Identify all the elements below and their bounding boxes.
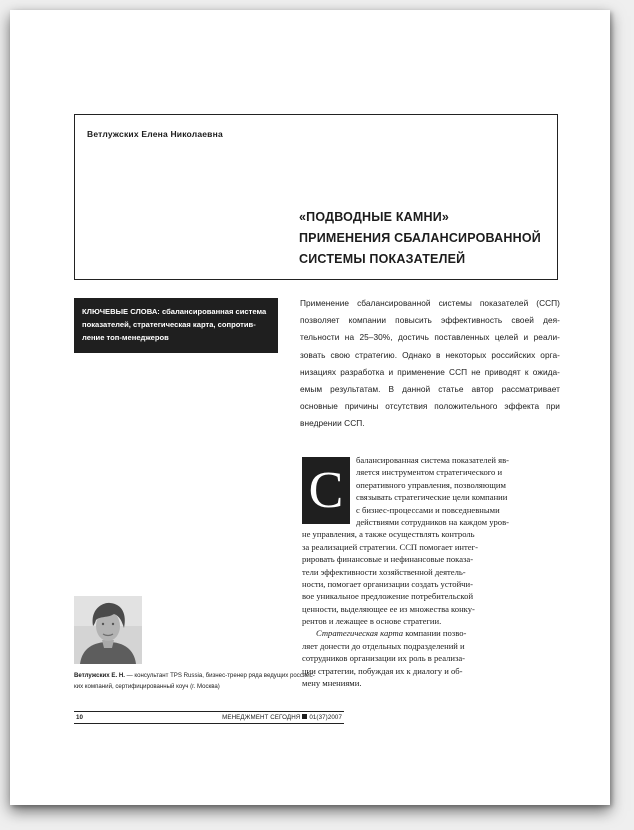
abstract-line: Применение сбалансированной системы показателей (ССП) xyxy=(300,298,560,308)
bio-line: ких компаний, сертифицированный коуч (г. Москва) xyxy=(74,683,220,690)
body-line: действиями сотрудников на каждом уров- xyxy=(356,516,510,527)
body-line: ции стратегии, побуждая их к диалогу и об- xyxy=(302,665,463,676)
drop-cap: С xyxy=(302,457,350,524)
keywords-box xyxy=(74,298,278,353)
body-line: сотрудников организации их роль в реализа- xyxy=(302,653,466,664)
article-title xyxy=(299,207,541,270)
article-header xyxy=(74,114,558,280)
title-line: СИСТЕМЫ ПОКАЗАТЕЛЕЙ xyxy=(299,252,466,266)
abstract-line: основные причины отсутствия положительного эффекта при xyxy=(300,401,560,412)
body-line xyxy=(302,627,560,639)
abstract-line: внедрении ССП. xyxy=(300,418,365,429)
body-line: за реализацией стратегии. ССП помогает интег- xyxy=(302,541,478,552)
body-line: ляется инструментом стратегического и xyxy=(356,467,503,478)
title-line: ПРИМЕНЕНИЯ СБАЛАНСИРОВАННОЙ xyxy=(299,231,541,245)
bio-line xyxy=(74,670,314,681)
abstract-line: низациях разработка и применение ССП не приводят к ожида- xyxy=(300,366,560,377)
body-line: не управления, а также осуществлять контроль xyxy=(302,529,475,540)
body-line: с бизнес-процессами и повседневными xyxy=(356,504,500,515)
body-line-text: компании позво- xyxy=(403,628,467,639)
abstract xyxy=(300,295,560,433)
issue-number: 01(37)2007 xyxy=(309,714,342,721)
bio-text: — консультант TPS Russia, бизнес-тренер ряда ведущих российс- xyxy=(124,672,315,679)
journal-info xyxy=(222,712,342,723)
body-line: рировать финансовые и нефинансовые показа- xyxy=(302,554,474,565)
square-bullet-icon xyxy=(302,714,307,719)
bio-name: Ветлужских Е. Н. xyxy=(74,672,125,679)
abstract-line: позволяет компании повысить эффективность своей дея- xyxy=(300,315,560,326)
body-line: балансированная система показателей яв- xyxy=(356,455,510,465)
body-line: связывать стратегические цели компании xyxy=(356,492,508,503)
author-name: Ветлужских Елена Николаевна xyxy=(87,129,223,139)
body-line: рентов и лежащее в основе стратегии. xyxy=(302,616,442,627)
title-line: «ПОДВОДНЫЕ КАМНИ» xyxy=(299,210,450,224)
body-line: ценности, выделяющее ее из множества конку- xyxy=(302,603,475,614)
body-line: ности, помогает организации создать устойчи- xyxy=(302,578,473,589)
body-line: ляет донести до отдельных подразделений и xyxy=(302,640,465,651)
author-bio xyxy=(74,670,314,692)
strategy-map-term: Стратегическая карта xyxy=(316,628,404,639)
abstract-line: зовать свою стратегию. Однако в некоторых российских орга- xyxy=(300,349,560,360)
body-line: вое уникальное предложение потребительской xyxy=(302,591,474,602)
body-line: оперативного управления, позволяющим xyxy=(356,479,506,490)
journal-name: МЕНЕДЖМЕНТ СЕГОДНЯ xyxy=(222,714,301,721)
page-number: 10 xyxy=(76,714,83,721)
journal-page xyxy=(10,10,610,805)
article-body xyxy=(302,454,560,689)
author-photo xyxy=(74,596,142,664)
abstract-line: тельности на 25–30%, достичь поставленных целей и реали- xyxy=(300,332,560,343)
abstract-line: емым результатам. В данной статье автор рассматривает xyxy=(300,384,560,395)
body-line: тели эффективности хозяйственной деятель- xyxy=(302,566,466,577)
keywords-line: ление топ-менеджеров xyxy=(82,333,169,342)
page-footer xyxy=(74,711,344,724)
keywords-line: КЛЮЧЕВЫЕ СЛОВА: сбалансированная система xyxy=(82,307,267,316)
body-line: мену мнениями. xyxy=(302,678,362,689)
keywords-line: показателей, стратегическая карта, сопротив- xyxy=(82,320,256,329)
